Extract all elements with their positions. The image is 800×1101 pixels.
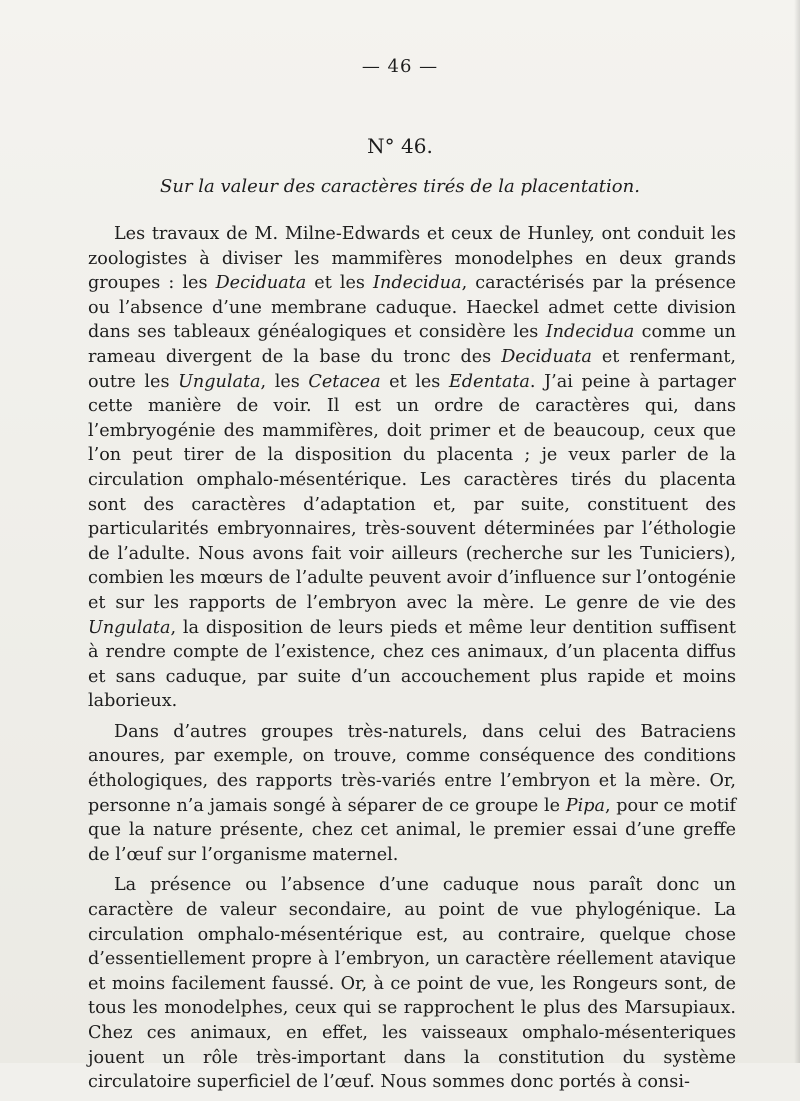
italic-term: Cetacea — [308, 371, 381, 392]
italic-term: Edentata — [448, 371, 530, 392]
article-number: N° 46. — [367, 134, 433, 158]
text-run: Les travaux de M. Milne-Edwards et ceux de Hunley, ont conduit les zoologistes à diviser les mammifères monodelphes en deux grands groupes : les — [88, 224, 736, 294]
page-number: — 46 — — [361, 56, 439, 77]
text-run: et renfermant, outre les — [88, 346, 736, 392]
text-run: , la disposition de leurs pieds et même leur dentition suffisent à rendre compte de l’existence, chez ces animaux, d’un placenta diffus et sans caduque, par suite d’un accouchement plus rapide et moins laborieux. — [88, 617, 736, 712]
text-run: Dans d’autres groupes très-naturels, dans celui des Batraciens anoures, par exemple, on trouve, comme conséquence des conditions éthologiques, des rapports très-variés entre l’embryon et la mère. Or, personne n’a jamais songé à séparer de ce groupe le — [88, 721, 736, 816]
italic-term: Indecidua — [373, 273, 462, 294]
text-run: , les — [260, 371, 309, 392]
italic-term: Indecidua — [545, 322, 635, 343]
paragraph-2 — [88, 720, 736, 868]
text-run: comme un rameau divergent de la base du tronc des — [88, 322, 736, 367]
article-body — [88, 222, 736, 1101]
italic-term: Ungulata — [178, 371, 261, 392]
text-run: et les — [306, 273, 374, 294]
article-title: Sur la valeur des caractères tirés de la placentation. — [160, 176, 640, 197]
text-run: et les — [380, 371, 449, 392]
text-run: , caractérisés par la présence ou l’absence d’une membrane caduque. Haeckel admet cette division dans ses tableaux généalogiques et considère les — [88, 273, 737, 343]
italic-term: Ungulata — [88, 617, 171, 638]
paragraph-1 — [88, 222, 736, 714]
italic-term: Deciduata — [215, 273, 307, 294]
text-run: La présence ou l’absence d’une caduque nous paraît donc un caractère de valeur secondaire, au point de vue phylogénique. La circulation omphalo-mésentérique est, au contraire, quelque chose d’essentiellement propre à l’embryon, un caractère réellement atavique et moins facilement faussé. Or, à ce point de vue, les Rongeurs sont, de tous les monodelphes, ceux qui se rapprochent le plus des Marsupiaux. Chez ces animaux, en effet, les vaisseaux omphalo-mésenteriques jouent un rôle très-important dans la constitution du système circulatoire superficiel de l’œuf. Nous sommes donc portés à consi- — [88, 875, 736, 1093]
text-run: , pour ce motif que la nature présente, chez cet animal, le premier essai d’une greffe de l’œuf sur l’organisme maternel. — [88, 795, 737, 865]
paragraph-3 — [88, 873, 736, 1094]
italic-term: Deciduata — [501, 346, 592, 367]
text-run: . J’ai peine à partager cette manière de voir. Il est un ordre de caractères qui, dans l’embryogénie des mammifères, doit primer et de beaucoup, ceux que l’on peut tirer de la disposition du placenta ; je veux parler de la circulation omphalo-mésentérique. Les caractères tirés du placenta sont des caractères d’adaptation et, par suite, constituent des particularités embryonnaires, très-souvent déterminées par l’éthologie de l’adulte. Nous avons fait voir ailleurs (recherche sur les Tuniciers), combien les mœurs de l’adulte peuvent avoir d’influence sur l’ontogénie et sur les rapports de l’embryon avec la mère. Le genre de vie des — [88, 371, 736, 613]
page-edge-shadow — [794, 0, 800, 1063]
italic-term: Pipa — [565, 795, 605, 816]
